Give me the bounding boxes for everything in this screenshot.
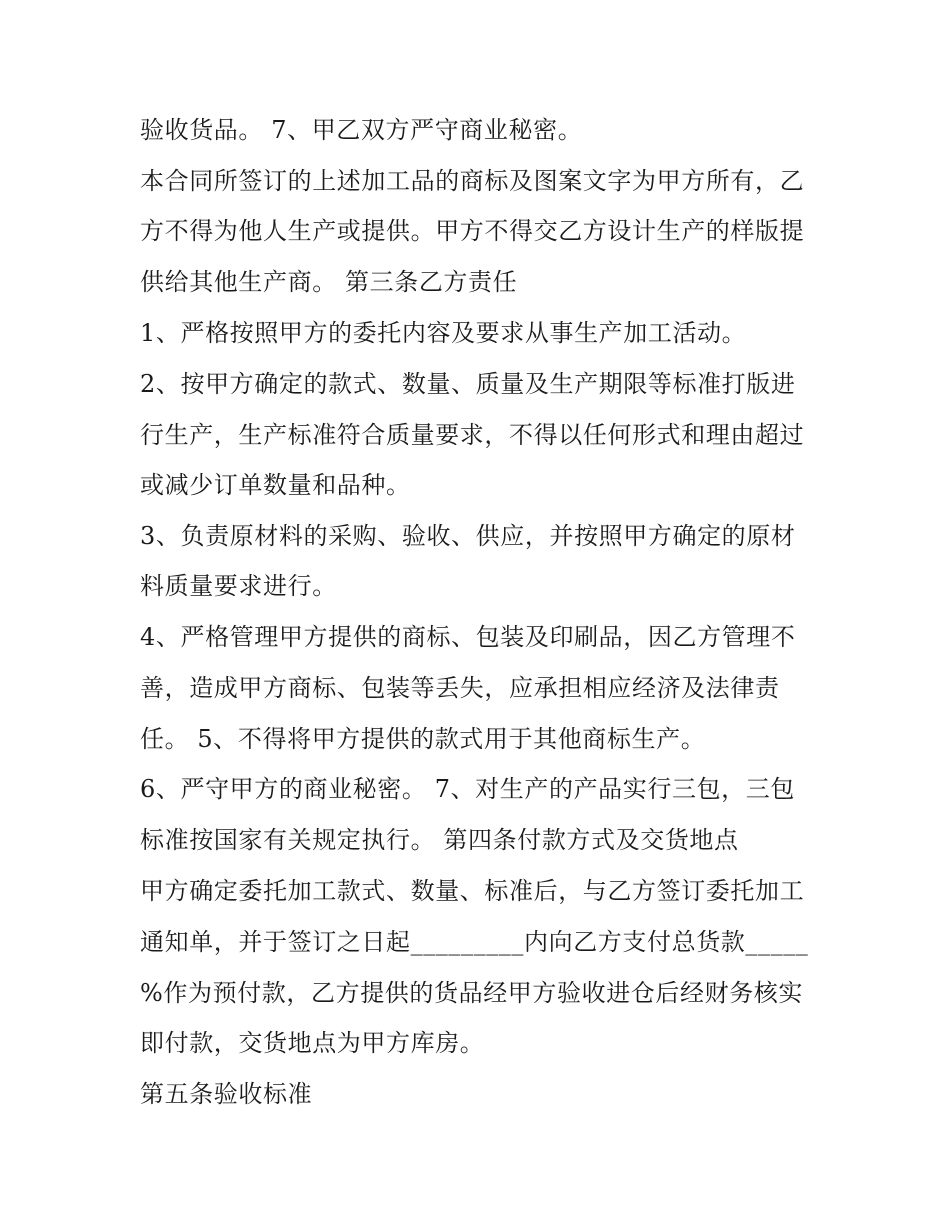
text-line: 任。 5、不得将甲方提供的款式用于其他商标生产。 [140, 725, 706, 753]
text-line: 供给其他生产商。 第三条乙方责任 [140, 268, 518, 296]
text-line: 行生产，生产标准符合质量要求，不得以任何形式和理由超过 [140, 421, 805, 449]
text-line: 本合同所签订的上述加工品的商标及图案文字为甲方所有，乙 [140, 167, 805, 195]
text-line: 即付款，交货地点为甲方库房。 [140, 1029, 485, 1057]
text-line: 6、严守甲方的商业秘密。 7、对生产的产品实行三包，三包 [140, 775, 795, 803]
text-line: 方不得为他人生产或提供。甲方不得交乙方设计生产的样版提 [140, 217, 805, 245]
text-line: 验收货品。 7、甲乙双方严守商业秘密。 [140, 116, 583, 144]
text-line: 标准按国家有关规定执行。 第四条付款方式及交货地点 [140, 826, 739, 854]
text-line: 善，造成甲方商标、包装等丢失，应承担相应经济及法律责 [140, 674, 780, 702]
text-line: 1、严格按照甲方的委托内容及要求从事生产加工活动。 [140, 319, 747, 347]
text-line: 4、严格管理甲方提供的商标、包装及印刷品，因乙方管理不 [140, 623, 796, 651]
text-line: 第五条验收标准 [140, 1080, 313, 1108]
text-line: 甲方确定委托加工款式、数量、标准后，与乙方签订委托加工 [140, 877, 805, 905]
text-line: 2、按甲方确定的款式、数量、质量及生产期限等标准打版进 [140, 370, 796, 398]
text-line: 通知单，并于签订之日起_________内向乙方支付总货款_____ [140, 928, 809, 956]
text-line: 料质量要求进行。 [140, 572, 337, 600]
text-line: 3、负责原材料的采购、验收、供应，并按照甲方确定的原材 [140, 522, 796, 550]
text-line: %作为预付款，乙方提供的货品经甲方验收进仓后经财务核实 [140, 979, 804, 1007]
text-line: 或减少订单数量和品种。 [140, 471, 411, 499]
